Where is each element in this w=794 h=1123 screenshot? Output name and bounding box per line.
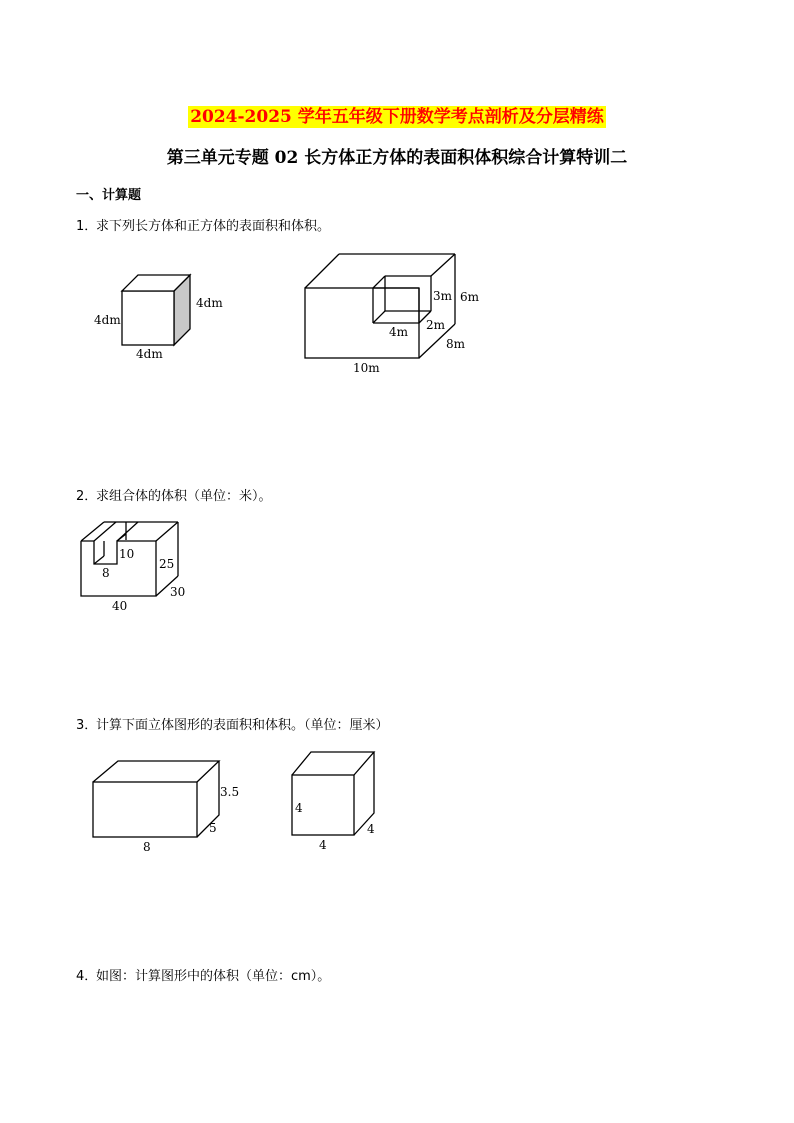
q1-cube-figure (122, 275, 190, 345)
q3-cube-label-left: 4 (295, 801, 303, 815)
question-number: 1． (76, 219, 98, 234)
document-title-highlight: 2024-2025 学年五年级下册数学考点剖析及分层精练 (190, 107, 604, 127)
q3-cuboid-label-depth: 5 (209, 821, 217, 835)
q1-cube-label-bottom: 4dm (136, 347, 163, 361)
question-text: 求组合体的体积（单位：米）。 (96, 489, 272, 504)
q2-label-depth: 30 (170, 585, 186, 599)
question-text: 计算下面立体图形的表面积和体积。（单位：厘米） (96, 718, 389, 733)
q1-box-label-notch-height: 3m (433, 289, 453, 303)
q3-cuboid-figure (93, 761, 219, 837)
question-2 (76, 487, 272, 507)
q1-cube-label-right: 4dm (196, 296, 223, 310)
q1-cube-label-left: 4dm (94, 313, 121, 327)
q1-box-label-length: 10m (353, 361, 380, 375)
q1-notched-box-figure (305, 254, 455, 358)
question-number: 3． (76, 718, 98, 733)
q2-label-slot-depth: 10 (119, 547, 135, 561)
q1-box-label-notch-width: 4m (389, 325, 409, 339)
question-3 (76, 716, 389, 736)
cube-front-face (122, 291, 174, 345)
question-number: 4． (76, 969, 98, 984)
q1-box-label-depth: 8m (446, 337, 466, 351)
q2-label-length: 40 (112, 599, 128, 613)
q1-box-label-notch-depth: 2m (426, 318, 446, 332)
section-heading: 一、计算题 (76, 188, 142, 203)
q2-label-height: 25 (159, 557, 175, 571)
question-text: 求下列长方体和正方体的表面积和体积。 (96, 219, 331, 234)
question-text: 如图：计算图形中的体积（单位：cm）。 (96, 969, 331, 984)
question-number: 2． (76, 489, 98, 504)
q3-cube-figure (292, 752, 374, 835)
q3-cube-label-right: 4 (367, 822, 375, 836)
q3-cuboid-label-height: 3.5 (220, 785, 240, 799)
q2-label-slot-width: 8 (102, 566, 110, 580)
document-subtitle: 第三单元专题 02 长方体正方体的表面积体积综合计算特训二 (166, 148, 628, 168)
question-4 (76, 967, 330, 987)
q3-cube-label-bottom: 4 (319, 838, 327, 852)
q1-box-label-height: 6m (460, 290, 480, 304)
q3-cuboid-label-length: 8 (143, 840, 151, 854)
